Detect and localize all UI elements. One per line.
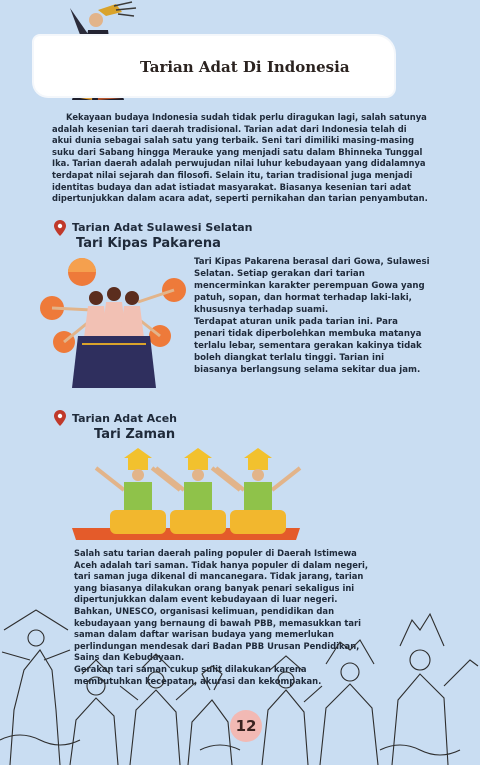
- section-paragraph: Gerakan tari saman cukup sulit dilakukan karena membutuhkan kecepatan, akurasi dan kekompakan.: [74, 663, 322, 686]
- section-dance-tari-zaman: Tari Zaman: [94, 427, 176, 442]
- saman-dancers-illustration: [66, 448, 306, 544]
- kipas-pakarena-dancers-illustration: [38, 258, 188, 390]
- section-region-sulawesi: Tarian Adat Sulawesi Selatan: [72, 221, 253, 234]
- section-paragraph: Tari Kipas Pakarena berasal dari Gowa, Sulawesi Selatan. Setiap gerakan dari tarian mencerminkan karakter perempuan Gowa yang patuh, sopan, dan hormat terhadap laki-laki, khususnya terhadap suami.: [194, 257, 430, 315]
- page-title: Tarian Adat Di Indonesia: [140, 58, 350, 76]
- section-paragraph: Salah satu tarian daerah paling populer di Daerah Istimewa Aceh adalah tari saman. Tidak hanya populer di dalam negeri, tari saman juga dikenal di mancanegara. Tidak jarang, tarian yang biasanya dilakukan orang banyak penari sekaligus ini dipertunjukkan dalam event kebudayaan di luar negeri.: [74, 548, 369, 605]
- page-number-badge: [230, 710, 262, 742]
- section-dance-kipas-pakarena: Tari Kipas Pakarena: [76, 236, 221, 251]
- map-pin-icon: [54, 410, 66, 426]
- section-region-aceh: Tarian Adat Aceh: [72, 412, 178, 425]
- intro-paragraph: Kekayaan budaya Indonesia sudah tidak perlu diragukan lagi, salah satunya adalah kesenian tari daerah tradisional. Tarian adat dari Indonesia telah di akui dunia sebagai salah satu yang terbaik. Seni tari dimiliki masing-masing suku dari Sabang hingga Merauke yang menjadi satu dalam Bhinneka Tunggal Ika. Tarian daerah adalah perwujudan nilai luhur kebudayaan yang didalamnya terdapat nilai sejarah dan filosofi. Selain itu, tarian tradisional juga menjadi identitas budaya dan adat istiadat masyarakat. Biasanya kesenian tari adat dipertunjukkan dalam acara adat, seperti pernikahan dan tarian penyambutan.: [52, 112, 428, 204]
- section-paragraph: Bahkan, UNESCO, organisasi kelimuan, pendidikan dan kebudayaan yang bernaung di bawah PBB, memasukkan tari saman dalam daftar warisan budaya yang memerlukan perlindungan mendesak dari Badan PBB Urusan Pendidikan, Sains dan Kebudayaan.: [74, 605, 362, 663]
- section-paragraph: Terdapat aturan unik pada tarian ini. Para penari tidak diperbolehkan membuka matanya terlalu lebar, sementara gerakan kakinya tidak boleh diangkat terlalu tinggi. Tarian ini biasanya berlangsung selama sekitar dua jam.: [194, 317, 422, 375]
- map-pin-icon: [54, 220, 66, 236]
- page-number: 12: [235, 717, 257, 735]
- section-text-sulawesi: [194, 256, 430, 376]
